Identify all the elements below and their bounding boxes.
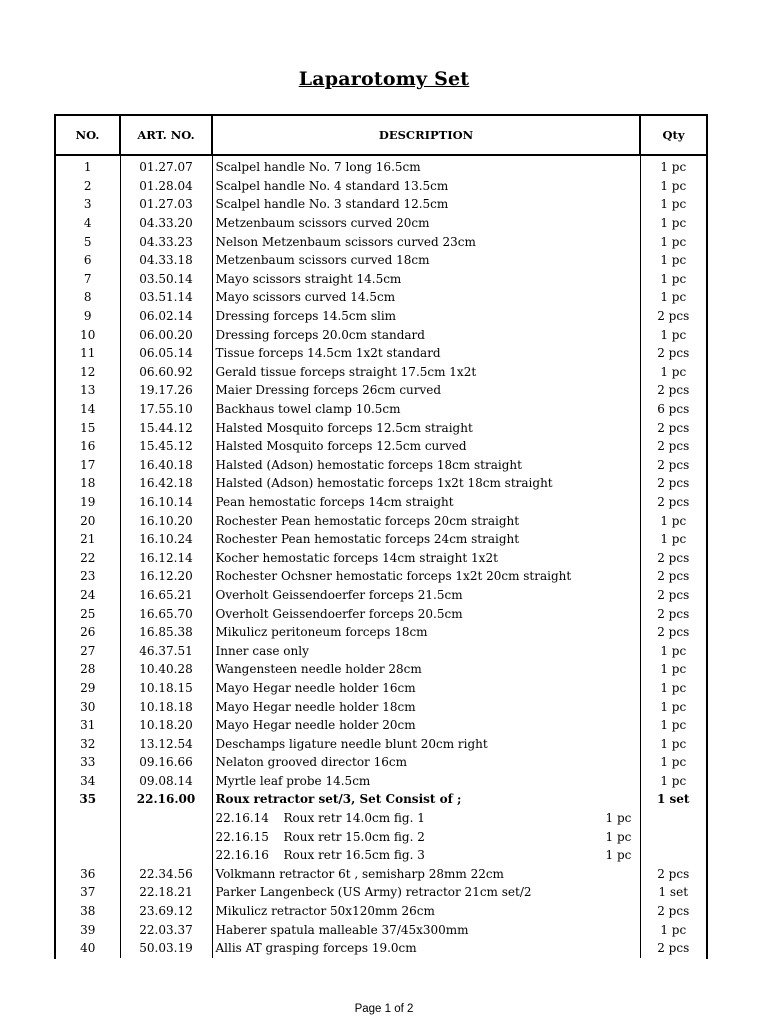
cell-art-no: 03.50.14 (120, 270, 212, 289)
cell-description: Overholt Geissendoerfer forceps 20.5cm (212, 604, 640, 623)
cell-qty: 1 pc (660, 680, 687, 695)
table-row (56, 790, 706, 809)
cell-art-no: 04.33.23 (120, 232, 212, 251)
table-row (56, 400, 706, 419)
table-row (56, 883, 706, 902)
sub-item-code: 22.16.16 (215, 848, 269, 863)
cell-no: 18 (56, 474, 120, 493)
table-subrow (56, 827, 706, 846)
table-row (56, 586, 706, 605)
sub-item-qty: 1 pc (605, 829, 632, 844)
cell-qty: 1 pc (660, 327, 687, 342)
cell-art-no: 13.12.54 (120, 734, 212, 753)
cell-qty: 1 set (658, 885, 689, 900)
cell-no: 11 (56, 344, 120, 363)
cell-no (56, 827, 120, 846)
cell-no: 31 (56, 716, 120, 735)
cell-description (212, 846, 640, 865)
cell-qty: 2 pcs (657, 346, 690, 361)
cell-art-no: 16.12.20 (120, 567, 212, 586)
cell-qty: 2 pcs (657, 866, 690, 881)
cell-art-no: 17.55.10 (120, 400, 212, 419)
cell-description: Halsted Mosquito forceps 12.5cm straight (212, 418, 640, 437)
cell-qty: 2 pcs (657, 569, 690, 584)
cell-art-no: 16.12.14 (120, 548, 212, 567)
cell-art-no: 16.10.14 (120, 493, 212, 512)
cell-description: Parker Langenbeck (US Army) retractor 21cm set/2 (212, 883, 640, 902)
table-row (56, 437, 706, 456)
table-row (56, 865, 706, 884)
table-subrow (56, 846, 706, 865)
table-subrow (56, 809, 706, 828)
cell-no: 33 (56, 753, 120, 772)
cell-qty: 1 pc (660, 922, 687, 937)
cell-qty: 2 pcs (657, 383, 690, 398)
table-row (56, 232, 706, 251)
table-row (56, 344, 706, 363)
cell-art-no: 03.51.14 (120, 288, 212, 307)
cell-no: 15 (56, 418, 120, 437)
cell-art-no: 09.08.14 (120, 772, 212, 791)
table-row (56, 920, 706, 939)
cell-qty: 2 pcs (657, 904, 690, 919)
table-row (56, 716, 706, 735)
cell-art-no: 16.65.70 (120, 604, 212, 623)
cell-description: Mayo Hegar needle holder 18cm (212, 697, 640, 716)
table-row (56, 325, 706, 344)
cell-qty: 1 pc (660, 253, 687, 268)
table-row (56, 753, 706, 772)
cell-art-no: 16.42.18 (120, 474, 212, 493)
sub-item-code: 22.16.14 (215, 811, 269, 826)
sub-item-qty: 1 pc (605, 811, 632, 826)
table-row (56, 939, 706, 958)
cell-art-no: 06.60.92 (120, 363, 212, 382)
cell-qty: 1 pc (660, 643, 687, 658)
cell-description: Metzenbaum scissors curved 18cm (212, 251, 640, 270)
cell-no: 37 (56, 883, 120, 902)
cell-no: 23 (56, 567, 120, 586)
cell-no: 22 (56, 548, 120, 567)
cell-art-no: 06.05.14 (120, 344, 212, 363)
sub-item-name: Roux retr 15.0cm fig. 2 (283, 829, 425, 844)
cell-qty: 1 pc (660, 699, 687, 714)
cell-art-no (120, 846, 212, 865)
cell-qty: 1 pc (660, 513, 687, 528)
cell-description: Roux retractor set/3, Set Consist of ; (212, 790, 640, 809)
cell-description: Myrtle leaf probe 14.5cm (212, 772, 640, 791)
table-row (56, 548, 706, 567)
cell-art-no: 16.85.38 (120, 623, 212, 642)
table-row (56, 567, 706, 586)
cell-qty: 2 pcs (657, 309, 690, 324)
cell-no: 34 (56, 772, 120, 791)
cell-description: Rochester Ochsner hemostatic forceps 1x2t 20cm straight (212, 567, 640, 586)
cell-qty: 2 pcs (657, 494, 690, 509)
table-body (56, 155, 706, 958)
table-row (56, 381, 706, 400)
cell-description: Gerald tissue forceps straight 17.5cm 1x2t (212, 363, 640, 382)
cell-description (212, 809, 640, 828)
cell-art-no (120, 809, 212, 828)
cell-no: 6 (56, 251, 120, 270)
cell-no: 4 (56, 214, 120, 233)
cell-art-no: 16.10.24 (120, 530, 212, 549)
table-row (56, 604, 706, 623)
cell-art-no: 22.34.56 (120, 865, 212, 884)
cell-qty: 2 pcs (657, 457, 690, 472)
cell-no: 36 (56, 865, 120, 884)
cell-no: 25 (56, 604, 120, 623)
cell-no: 3 (56, 195, 120, 214)
cell-art-no: 01.27.03 (120, 195, 212, 214)
cell-description: Maier Dressing forceps 26cm curved (212, 381, 640, 400)
cell-no: 35 (56, 790, 120, 809)
cell-description: Volkmann retractor 6t , semisharp 28mm 22cm (212, 865, 640, 884)
cell-no: 12 (56, 363, 120, 382)
cell-qty: 1 pc (660, 755, 687, 770)
cell-no (56, 809, 120, 828)
cell-no: 20 (56, 511, 120, 530)
cell-art-no: 23.69.12 (120, 902, 212, 921)
table-row (56, 158, 706, 177)
cell-no: 24 (56, 586, 120, 605)
cell-art-no: 10.18.15 (120, 679, 212, 698)
cell-qty: 2 pcs (657, 587, 690, 602)
cell-description: Scalpel handle No. 4 standard 13.5cm (212, 177, 640, 196)
table-row (56, 456, 706, 475)
cell-description: Inner case only (212, 641, 640, 660)
cell-no: 30 (56, 697, 120, 716)
cell-description: Haberer spatula malleable 37/45x300mm (212, 920, 640, 939)
cell-description: Scalpel handle No. 3 standard 12.5cm (212, 195, 640, 214)
cell-art-no: 46.37.51 (120, 641, 212, 660)
cell-no: 19 (56, 493, 120, 512)
cell-qty: 2 pcs (657, 550, 690, 565)
cell-art-no: 16.65.21 (120, 586, 212, 605)
cell-description: Mayo scissors straight 14.5cm (212, 270, 640, 289)
cell-qty: 2 pcs (657, 625, 690, 640)
cell-description: Kocher hemostatic forceps 14cm straight 1x2t (212, 548, 640, 567)
table-row (56, 697, 706, 716)
cell-no: 5 (56, 232, 120, 251)
cell-no: 8 (56, 288, 120, 307)
cell-no: 7 (56, 270, 120, 289)
table-row (56, 195, 706, 214)
cell-description: Mikulicz peritoneum forceps 18cm (212, 623, 640, 642)
table-row (56, 307, 706, 326)
cell-no: 2 (56, 177, 120, 196)
cell-no: 9 (56, 307, 120, 326)
cell-no: 16 (56, 437, 120, 456)
table-row (56, 270, 706, 289)
table-row (56, 474, 706, 493)
cell-description: Rochester Pean hemostatic forceps 24cm straight (212, 530, 640, 549)
table-row (56, 530, 706, 549)
cell-qty: 2 pcs (657, 439, 690, 454)
cell-no: 14 (56, 400, 120, 419)
cell-art-no: 01.28.04 (120, 177, 212, 196)
sub-item-code: 22.16.15 (215, 829, 269, 844)
cell-art-no: 10.18.20 (120, 716, 212, 735)
cell-qty: 1 set (657, 792, 690, 807)
cell-no: 1 (56, 158, 120, 177)
cell-art-no: 19.17.26 (120, 381, 212, 400)
cell-qty: 1 pc (660, 197, 687, 212)
cell-description: Deschamps ligature needle blunt 20cm right (212, 734, 640, 753)
cell-art-no: 16.40.18 (120, 456, 212, 475)
cell-qty: 2 pcs (657, 606, 690, 621)
cell-qty: 1 pc (660, 718, 687, 733)
cell-description: Mayo scissors curved 14.5cm (212, 288, 640, 307)
cell-description: Halsted Mosquito forceps 12.5cm curved (212, 437, 640, 456)
cell-qty: 1 pc (660, 160, 687, 175)
table-row (56, 214, 706, 233)
instrument-table (56, 116, 706, 958)
cell-qty: 2 pcs (657, 941, 690, 956)
cell-no (56, 846, 120, 865)
table-row (56, 679, 706, 698)
sub-item-qty: 1 pc (605, 848, 632, 863)
cell-qty (640, 809, 706, 828)
cell-no: 21 (56, 530, 120, 549)
table-row (56, 251, 706, 270)
cell-art-no: 04.33.20 (120, 214, 212, 233)
instrument-table-frame (54, 114, 708, 959)
table-row (56, 641, 706, 660)
sub-item-name: Roux retr 14.0cm fig. 1 (283, 811, 425, 826)
cell-art-no: 01.27.07 (120, 158, 212, 177)
cell-qty (640, 846, 706, 865)
cell-qty: 1 pc (660, 364, 687, 379)
cell-no: 32 (56, 734, 120, 753)
cell-description: Mayo Hegar needle holder 16cm (212, 679, 640, 698)
cell-no: 26 (56, 623, 120, 642)
sub-item-name: Roux retr 16.5cm fig. 3 (283, 848, 425, 863)
cell-description: Scalpel handle No. 7 long 16.5cm (212, 158, 640, 177)
cell-description: Nelaton grooved director 16cm (212, 753, 640, 772)
page-footer: Page 1 of 2 (354, 1003, 414, 1015)
cell-description: Rochester Pean hemostatic forceps 20cm straight (212, 511, 640, 530)
cell-art-no: 22.16.00 (120, 790, 212, 809)
cell-qty: 1 pc (660, 736, 687, 751)
cell-qty: 1 pc (660, 216, 687, 231)
cell-description: Metzenbaum scissors curved 20cm (212, 214, 640, 233)
table-row (56, 902, 706, 921)
document-title: Laparotomy Set (298, 68, 470, 90)
header-qty: Qty (640, 116, 706, 155)
cell-no: 13 (56, 381, 120, 400)
cell-art-no: 10.40.28 (120, 660, 212, 679)
cell-art-no: 22.18.21 (120, 883, 212, 902)
cell-description: Overholt Geissendoerfer forceps 21.5cm (212, 586, 640, 605)
cell-qty: 1 pc (660, 234, 687, 249)
table-row (56, 734, 706, 753)
cell-description: Mayo Hegar needle holder 20cm (212, 716, 640, 735)
cell-art-no: 06.00.20 (120, 325, 212, 344)
cell-qty: 1 pc (660, 662, 687, 677)
cell-art-no: 15.44.12 (120, 418, 212, 437)
table-row (56, 288, 706, 307)
cell-description (212, 827, 640, 846)
table-header-row (56, 116, 706, 155)
cell-no: 10 (56, 325, 120, 344)
cell-description: Wangensteen needle holder 28cm (212, 660, 640, 679)
table-row (56, 418, 706, 437)
cell-description: Dressing forceps 14.5cm slim (212, 307, 640, 326)
table-row (56, 772, 706, 791)
table-row (56, 623, 706, 642)
cell-qty (640, 827, 706, 846)
cell-art-no: 15.45.12 (120, 437, 212, 456)
cell-no: 29 (56, 679, 120, 698)
cell-description: Tissue forceps 14.5cm 1x2t standard (212, 344, 640, 363)
cell-art-no (120, 827, 212, 846)
cell-art-no: 16.10.20 (120, 511, 212, 530)
cell-qty: 1 pc (660, 290, 687, 305)
cell-qty: 6 pcs (657, 402, 690, 417)
header-no: NO. (56, 116, 120, 155)
cell-qty: 1 pc (660, 773, 687, 788)
cell-description: Mikulicz retractor 50x120mm 26cm (212, 902, 640, 921)
cell-description: Backhaus towel clamp 10.5cm (212, 400, 640, 419)
table-row (56, 363, 706, 382)
header-art-no: ART. NO. (120, 116, 212, 155)
cell-no: 40 (56, 939, 120, 958)
cell-description: Halsted (Adson) hemostatic forceps 1x2t 18cm straight (212, 474, 640, 493)
cell-qty: 1 pc (660, 178, 687, 193)
cell-no: 38 (56, 902, 120, 921)
cell-qty: 2 pcs (657, 420, 690, 435)
header-description: DESCRIPTION (212, 116, 640, 155)
cell-qty: 1 pc (660, 532, 687, 547)
table-row (56, 177, 706, 196)
table-row (56, 493, 706, 512)
cell-qty: 2 pcs (657, 476, 690, 491)
table-row (56, 660, 706, 679)
cell-art-no: 06.02.14 (120, 307, 212, 326)
table-row (56, 511, 706, 530)
cell-description: Halsted (Adson) hemostatic forceps 18cm straight (212, 456, 640, 475)
cell-description: Pean hemostatic forceps 14cm straight (212, 493, 640, 512)
cell-description: Nelson Metzenbaum scissors curved 23cm (212, 232, 640, 251)
cell-art-no: 09.16.66 (120, 753, 212, 772)
cell-qty: 1 pc (660, 271, 687, 286)
cell-description: Allis AT grasping forceps 19.0cm (212, 939, 640, 958)
cell-no: 39 (56, 920, 120, 939)
cell-art-no: 50.03.19 (120, 939, 212, 958)
cell-description: Dressing forceps 20.0cm standard (212, 325, 640, 344)
cell-art-no: 22.03.37 (120, 920, 212, 939)
cell-no: 17 (56, 456, 120, 475)
cell-no: 28 (56, 660, 120, 679)
cell-no: 27 (56, 641, 120, 660)
cell-art-no: 04.33.18 (120, 251, 212, 270)
cell-art-no: 10.18.18 (120, 697, 212, 716)
